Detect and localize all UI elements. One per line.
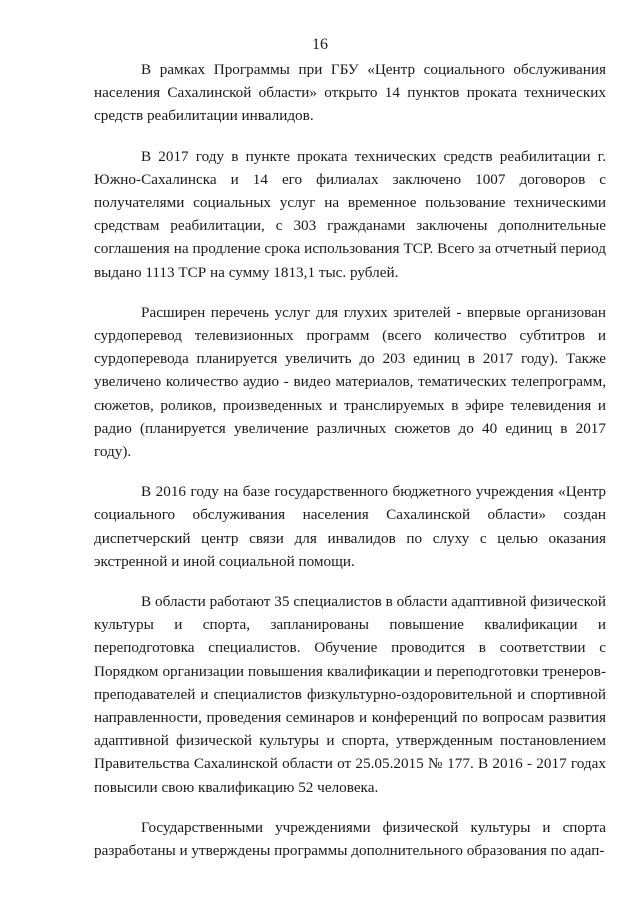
page-number: 16 [312, 36, 328, 53]
document-body [94, 58, 606, 862]
paragraph-deaf-viewers-services: Расширен перечень услуг для глухих зрителей - впервые организован сурдоперевод телевизионных программ (всего количество субтитров и сурдоперевода планируется увеличить до 203 единиц в 2017 году). Также увеличено количество аудио - видео материалов, тематических телепрограмм, сюжетов, роликов, произведенных и транслируемых в эфире телевидения и радио (планируется увеличение различных сюжетов до 40 единиц в 2017 году). [94, 303, 606, 461]
paragraph-rehab-rental-points: В рамках Программы при ГБУ «Центр социального обслуживания населения Сахалинской области» открыто 14 пунктов проката технических средств реабилитации инвалидов. [94, 61, 606, 125]
paragraph-education-programs: Государственными учреждениями физической культуры и спорта разработаны и утверждены программы дополнительного образования по адап- [94, 818, 606, 860]
paragraph-rental-contracts-2017: В 2017 году в пункте проката технических средств реабилитации г. Южно-Сахалинска и 14 его филиалах заключено 1007 договоров с получателями социальных услуг на временное пользование техническими средствам реабилитации, с 303 гражданами заключены дополнительные соглашения на продление срока использования ТСР. Всего за отчетный период выдано 1113 ТСР на сумму 1813,1 тыс. рублей. [94, 147, 606, 281]
paragraph-dispatch-center: В 2016 году на базе государственного бюджетного учреждения «Центр социального обслуживания населения Сахалинской области» создан диспетчерский центр связи для инвалидов по слуху с целью оказания экстренной и иной социальной помощи. [94, 483, 606, 570]
paragraph-adaptive-sports-specialists: В области работают 35 специалистов в области адаптивной физической культуры и спорта, запланированы повышение квалификации и переподготовка специалистов. Обучение проводится в соответствии с Порядком организации повышения квалификации и переподготовки тренеров-преподавателей и специалистов физкультурно-оздоровительной и спортивной направленности, проведения семинаров и конференций по вопросам развития адаптивной физической культуры и спорта, утвержденным постановлением Правительства Сахалинской области от 25.05.2015 № 177. В 2016 - 2017 годах повысили свою квалификацию 52 человека. [94, 593, 606, 796]
